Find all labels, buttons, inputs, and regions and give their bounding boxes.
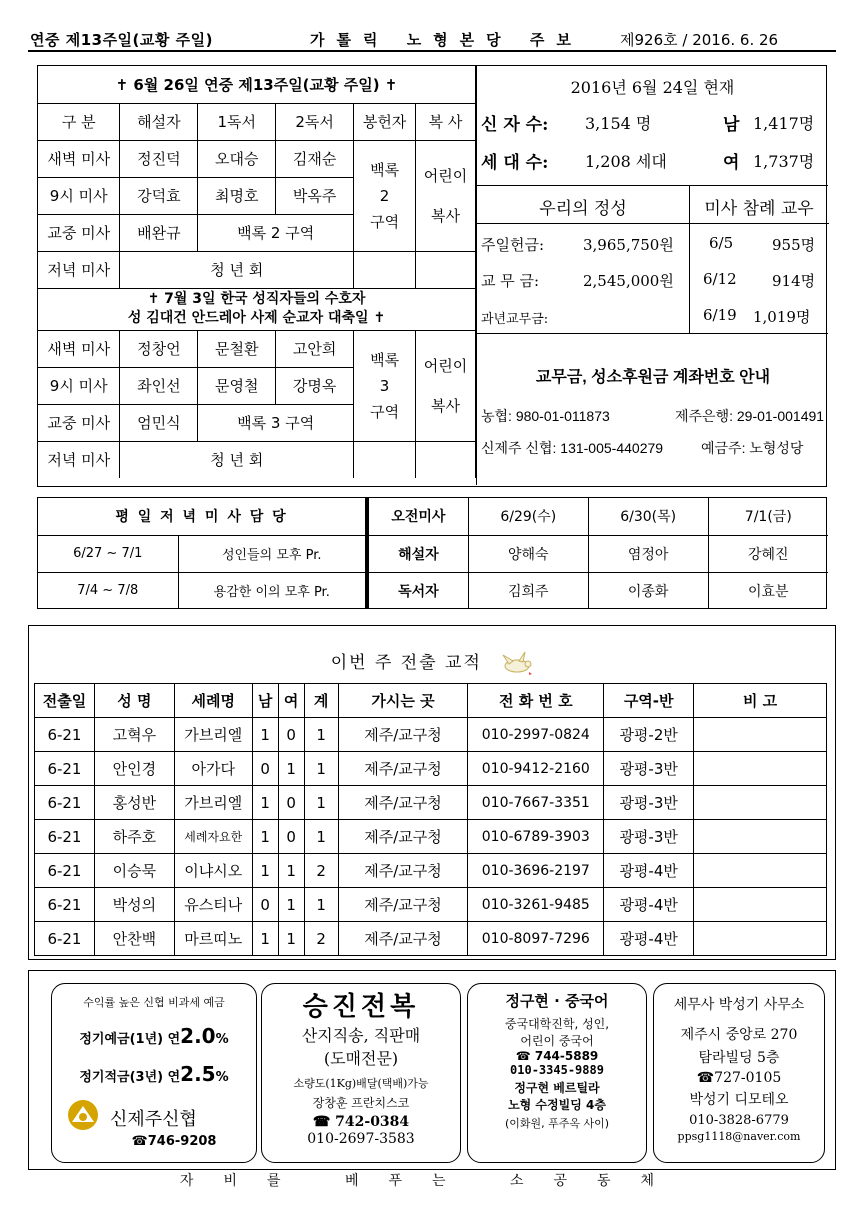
offerer-cell [354,330,416,441]
transfer-title [29,648,837,677]
offerer-cell [354,140,416,251]
evening-group: 성인들의 모후 Pr. [178,535,366,572]
ad4-phone: ☎727-0105 [696,1070,782,1086]
zone-class: 광평-4반 [604,888,694,922]
ad1-pct: % [215,1032,229,1047]
attend-count: 914명 [772,272,816,290]
narrator: 좌인선 [120,367,198,404]
destination: 제주/교구청 [338,888,468,922]
total-count: 1 [304,888,338,922]
all-roles-group: 청 년 회 [120,441,354,478]
male-count: 0 [252,888,278,922]
offerer-line: 구역 [370,212,400,231]
server-cell [416,330,476,441]
phone-number: 010-6789-3903 [468,820,604,854]
zone-class: 광평-3반 [604,786,694,820]
account-nh: 농협: 980-01-011873 [481,408,610,424]
households-value: 1,208 세대 [585,152,667,171]
phone-number: 010-7667-3351 [468,786,604,820]
offering-title: 우리의 정성 [539,199,627,219]
male-value: 1,417명 [753,114,815,133]
server-line: 복사 [431,206,460,225]
believers-row [477,102,828,140]
reader1: 오대승 [198,140,276,177]
account-shinhyup: 신제주 신협: 131-005-440279 [481,440,664,456]
offerer-line: 3 [379,376,390,395]
phone-number: 010-3696-2197 [468,854,604,888]
schedule2-title-line: 성 김대건 안드레아 사제 순교자 대축일 ✝ [127,310,386,326]
transfer-date: 6-21 [35,718,95,752]
morning-person: 염정아 [588,535,708,572]
ad1-fixed-rate: 2.0 [180,1024,216,1048]
transfer-date: 6-21 [35,820,95,854]
mass-name: 저녁 미사 [38,251,120,288]
col-name: 성 명 [94,684,174,718]
female-count: 1 [278,922,304,956]
transfer-title-text: 이번 주 전출 교적 [330,653,482,673]
server-cell [416,140,476,251]
morning-person: 김희주 [468,572,588,609]
mass-name: 9시 미사 [38,367,120,404]
col-destination: 가시는 곳 [338,684,468,718]
destination: 제주/교구청 [338,786,468,820]
phone-number: 010-8097-7296 [468,922,604,956]
reader2: 김재순 [276,140,354,177]
offering-panel [476,186,828,334]
reader1: 최명호 [198,177,276,214]
baptismal-name: 가브리엘 [174,786,252,820]
ad1-name: 신제주신협 [110,1109,197,1130]
col-total: 계 [304,684,338,718]
reader1: 문영철 [198,367,276,404]
mass-schedule-table [38,66,476,478]
baptismal-name: 세례자요한 [174,820,252,854]
account-title: 교무금, 성소후원금 계좌번호 안내 [535,369,771,386]
col-baptismal-name: 세례명 [174,684,252,718]
ad1-install-rate: 2.5 [180,1062,216,1086]
attend-date: 6/5 [709,234,734,252]
sunday-value: 3,965,750원 [583,236,674,254]
female-count: 1 [278,854,304,888]
zone-class: 광평-3반 [604,752,694,786]
past-dues-label: 과년교무금: [481,312,549,327]
ad4-line1: 제주시 중앙로 270 [680,1027,798,1043]
attend-title: 미사 참례 교우 [704,199,814,219]
female-count: 0 [278,786,304,820]
note [694,718,827,752]
ad3-line5: 정구현 베르틸라 [514,1081,600,1095]
male-count: 1 [252,718,278,752]
schedule1-title: ✝ 6월 26일 연중 제13주일(교황 주일) ✝ [38,66,476,103]
col-reading2: 2독서 [276,103,354,140]
ad3-line6: 노형 수정빌딩 4층 [508,1098,606,1112]
attend-count: 1,019명 [753,308,811,326]
bulletin-header [28,26,836,52]
offerer-line: 백록 [370,160,400,179]
all-roles-group: 청 년 회 [120,251,354,288]
zone-class: 광평-4반 [604,854,694,888]
ad1-pct: % [215,1070,229,1085]
total-count: 1 [304,718,338,752]
narrator: 강덕효 [120,177,198,214]
morning-person: 강혜진 [708,535,828,572]
female-value: 1,737명 [753,152,815,171]
morning-person: 이종화 [588,572,708,609]
female-count: 1 [278,888,304,922]
male-count: 0 [252,752,278,786]
male-count: 1 [252,820,278,854]
server-line: 어린이 [423,356,468,375]
ad3-line7: (이화원, 푸주옥 사이) [504,1117,610,1130]
ad2-line4: 장창훈 프란치스코 [312,1096,410,1110]
note [694,786,827,820]
destination: 제주/교구청 [338,922,468,956]
note [694,888,827,922]
dues-value: 2,545,000원 [583,272,674,290]
transfer-date: 6-21 [35,786,95,820]
col-transfer-date: 전출일 [35,684,95,718]
ad2-line2: (도매전문) [323,1049,399,1068]
reader2: 박옥주 [276,177,354,214]
morning-title: 오전미사 [369,498,469,535]
phone-number: 010-3261-9485 [468,888,604,922]
account-jeju: 제주은행: 29-01-001491 [675,408,825,424]
male-label: 남 [723,115,740,135]
col-note: 비 고 [694,684,827,718]
ad2-line1: 산지직송, 직판매 [301,1026,421,1045]
ad3-line2: 어린이 중국어 [520,1034,594,1048]
table-row [35,854,827,888]
transfer-table [34,683,827,956]
header-title: 가톨릭 노형본당 주보 [310,31,583,49]
note [694,752,827,786]
ad4-email: ppsg1118@naver.com [677,1130,801,1143]
zone-class: 광평-4반 [604,922,694,956]
ad-chinese-lessons [467,983,647,1163]
destination: 제주/교구청 [338,854,468,888]
evening-range: 7/4 ~ 7/8 [38,572,178,609]
attend-count: 955명 [772,236,816,254]
evening-mass-table [38,498,366,609]
transfer-date: 6-21 [35,888,95,922]
schedule2-title-line: ✝ 7월 3일 한국 성직자들의 수호자 [147,291,366,307]
mass-name: 저녁 미사 [38,441,120,478]
destination: 제주/교구청 [338,752,468,786]
mass-name: 교중 미사 [38,404,120,441]
account-holder: 예금주: 노형성당 [701,440,804,456]
footer-slogan: 자비를 베푸는 소공동체 [179,1173,685,1189]
ad1-fixed-label: 정기예금(1년) 연 [79,1032,181,1047]
morning-person: 이효분 [708,572,828,609]
table-row [35,752,827,786]
table-row [35,888,827,922]
ad4-mobile: 010-3828-6779 [689,1113,789,1128]
attend-date: 6/12 [703,270,737,288]
ad4-title: 세무사 박성기 사무소 [673,997,805,1013]
ad1-install [52,1062,256,1086]
ad2-line3: 소량도(1Kg)배달(택배)가능 [293,1077,429,1090]
households-label: 세 대 수: [481,153,549,173]
note [694,820,827,854]
readers-group: 백록 2 구역 [198,214,354,251]
female-label: 여 [723,153,740,173]
destination: 제주/교구청 [338,820,468,854]
col-reading1: 1독서 [198,103,276,140]
female-count: 1 [278,752,304,786]
ad3-line1: 중국대학진학, 성인, [504,1017,610,1031]
table-row [35,820,827,854]
narrator: 정창언 [120,330,198,367]
offerer-line: 2 [379,186,390,205]
ad3-title: 정구현 · 중국어 [505,992,609,1010]
baptismal-name: 아가다 [174,752,252,786]
col-female: 여 [278,684,304,718]
account-info [476,334,828,485]
ad1-fixed [52,1024,256,1048]
server-line: 어린이 [423,166,468,185]
col-phone: 전 화 번 호 [468,684,604,718]
total-count: 2 [304,922,338,956]
morning-date: 6/29(수) [468,498,588,535]
reader2: 강명옥 [276,367,354,404]
dove-icon [499,649,535,677]
ad4-name: 박성기 디모테오 [689,1092,789,1108]
member-name: 박성의 [94,888,174,922]
offerer-line: 백록 [370,350,400,369]
morning-person: 양해숙 [468,535,588,572]
female-count: 0 [278,820,304,854]
readers-group: 백록 3 구역 [198,404,354,441]
narrator: 배완규 [120,214,198,251]
weekday-mass-box [37,497,827,609]
mass-name: 새벽 미사 [38,330,120,367]
header-liturgy: 연중 제13주일(교황 주일) [30,31,213,49]
member-name: 고혁우 [94,718,174,752]
member-name: 하주호 [94,820,174,854]
col-male: 남 [252,684,278,718]
col-server: 복 사 [416,103,476,140]
baptismal-name: 유스티나 [174,888,252,922]
evening-group: 용감한 이의 모후 Pr. [178,572,366,609]
col-offerer: 봉헌자 [354,103,416,140]
transfer-date: 6-21 [35,854,95,888]
total-count: 1 [304,752,338,786]
member-name: 안찬백 [94,922,174,956]
transfer-date: 6-21 [35,922,95,956]
ad3-phone2: 010-3345-9889 [510,1063,604,1077]
ad-tax-office [653,983,825,1163]
member-name: 안인경 [94,752,174,786]
narrator: 엄민식 [120,404,198,441]
morning-role: 독서자 [369,572,469,609]
header-issue: 제926호 / 2016. 6. 26 [620,31,779,49]
ad-credit-union [51,983,257,1163]
total-count: 1 [304,820,338,854]
total-count: 1 [304,786,338,820]
destination: 제주/교구청 [338,718,468,752]
evening-title: 평 일 저 녁 미 사 담 당 [38,498,366,535]
attend-date: 6/19 [703,306,737,324]
transfer-box [28,625,836,960]
sunday-label: 주일헌금: [481,236,545,254]
total-count: 2 [304,854,338,888]
ad2-phone2: 010-2697-3583 [307,1131,415,1147]
transfer-rows [35,718,827,956]
ad3-phone1: ☎ 744-5889 [515,1049,599,1063]
note [694,854,827,888]
male-count: 1 [252,854,278,888]
mass-name: 새벽 미사 [38,140,120,177]
note [694,922,827,956]
households-row [477,140,828,178]
evening-range: 6/27 ~ 7/1 [38,535,178,572]
zone-class: 광평-2반 [604,718,694,752]
reader2: 고안희 [276,330,354,367]
male-count: 1 [252,786,278,820]
baptismal-name: 가브리엘 [174,718,252,752]
ad1-install-label: 정기적금(3년) 연 [79,1070,181,1085]
col-category: 구 분 [38,103,120,140]
zone-class: 광평-3반 [604,820,694,854]
stats-asof: 2016년 6월 24일 현재 [570,78,735,97]
reader1: 문철환 [198,330,276,367]
schedule-stats-box [37,65,827,487]
morning-date: 7/1(금) [708,498,828,535]
narrator: 정진덕 [120,140,198,177]
table-row [35,786,827,820]
baptismal-name: 마르띠노 [174,922,252,956]
ad1-phone: ☎746-9208 [131,1134,217,1149]
ad-abalone [261,983,461,1163]
credit-union-logo-icon [66,1098,100,1132]
mass-name: 9시 미사 [38,177,120,214]
member-name: 홍성반 [94,786,174,820]
believers-value: 3,154 명 [585,114,652,133]
ads-section [28,970,836,1170]
schedule2-title [38,288,476,330]
col-narrator: 해설자 [120,103,198,140]
ad1-headline: 수익률 높은 신협 비과세 예금 [83,996,225,1009]
membership-stats [476,66,828,186]
transfer-date: 6-21 [35,752,95,786]
table-row [35,922,827,956]
believers-label: 신 자 수: [481,115,549,135]
ad4-line2: 탐라빌딩 5층 [698,1050,780,1066]
offerer-line: 구역 [370,402,400,421]
male-count: 1 [252,922,278,956]
col-zone: 구역-반 [604,684,694,718]
mass-name: 교중 미사 [38,214,120,251]
phone-number: 010-9412-2160 [468,752,604,786]
morning-mass-table [368,498,828,609]
baptismal-name: 이냐시오 [174,854,252,888]
ad2-title: 승진전복 [302,992,420,1022]
morning-date: 6/30(목) [588,498,708,535]
female-count: 0 [278,718,304,752]
member-name: 이승묵 [94,854,174,888]
server-line: 복사 [431,396,460,415]
morning-role: 해설자 [369,535,469,572]
phone-number: 010-2997-0824 [468,718,604,752]
dues-label: 교 무 금: [481,272,540,290]
table-row [35,718,827,752]
ad1-brand [52,1098,256,1134]
ad2-phone1: ☎ 742-0384 [312,1114,410,1130]
